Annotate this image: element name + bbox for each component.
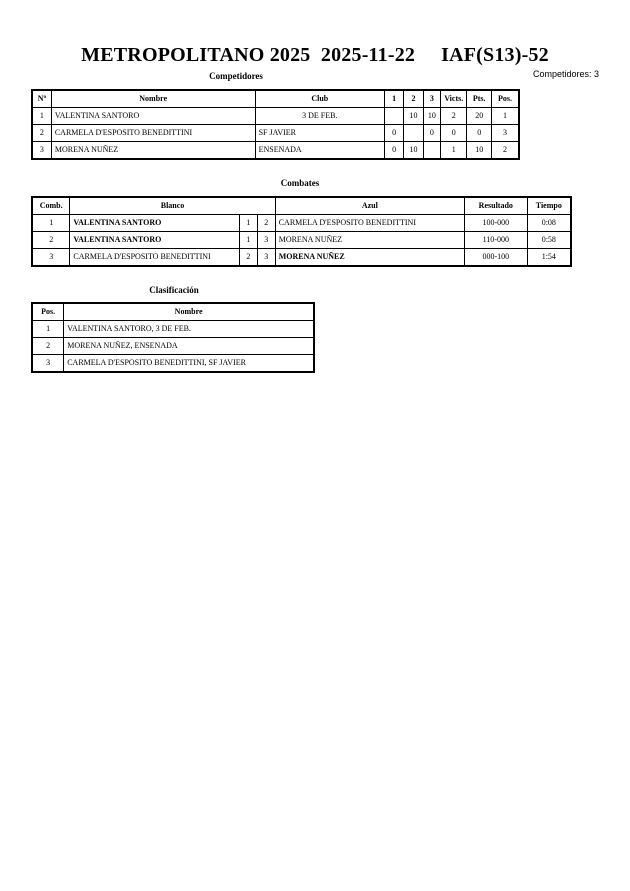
cell-r1 (384, 108, 403, 125)
page-title: METROPOLITANO 2025 2025-11-22 IAF(S13)-52 (81, 44, 549, 66)
table-row (32, 232, 571, 249)
cell-white-num: 1 (239, 232, 257, 249)
cell-comb: 1 (32, 215, 70, 232)
cell-time: 1:54 (527, 249, 571, 267)
cell-r1: 0 (384, 125, 403, 142)
cell-r3: 10 (423, 108, 440, 125)
competitor-count: Competidores: 3 (532, 69, 599, 79)
col-name: Nombre (64, 303, 314, 321)
cell-num: 2 (32, 125, 51, 142)
table-row (32, 125, 519, 142)
cell-pos: 2 (32, 338, 64, 355)
cell-name: MORENA NUÑEZ (51, 142, 255, 160)
competitors-heading: Competidores (209, 71, 263, 81)
cell-name: VALENTINA SANTORO, 3 DE FEB. (64, 321, 314, 338)
cell-pos: 3 (32, 355, 64, 373)
col-pos: Pos. (32, 303, 64, 321)
cell-blue-num: 2 (257, 215, 275, 232)
cell-result: 000-100 (464, 249, 527, 267)
classification-heading: Clasificación (149, 285, 199, 295)
col-name: Nombre (51, 90, 255, 108)
col-r3: 3 (423, 90, 440, 108)
col-num: Nº (32, 90, 51, 108)
competitors-table (31, 89, 520, 160)
cell-victs: 0 (440, 125, 467, 142)
col-pts: Pts. (467, 90, 491, 108)
cell-pos: 1 (32, 321, 64, 338)
cell-pts: 0 (467, 125, 491, 142)
col-time: Tiempo (527, 197, 571, 215)
cell-club: ENSENADA (255, 142, 384, 160)
col-blue: Azul (275, 197, 464, 215)
cell-pos: 2 (491, 142, 519, 160)
cell-pos: 1 (491, 108, 519, 125)
cell-blue: CARMELA D'ESPOSITO BENEDITTINI (275, 215, 464, 232)
cell-num: 3 (32, 142, 51, 160)
table-row (32, 355, 314, 373)
cell-victs: 1 (440, 142, 467, 160)
cell-r3: 0 (423, 125, 440, 142)
cell-white-num: 1 (239, 215, 257, 232)
cell-time: 0:08 (527, 215, 571, 232)
table-row (32, 142, 519, 160)
cell-blue: MORENA NUÑEZ (275, 249, 464, 267)
cell-result: 110-000 (464, 232, 527, 249)
col-r1: 1 (384, 90, 403, 108)
cell-time: 0:58 (527, 232, 571, 249)
cell-white: VALENTINA SANTORO (70, 215, 240, 232)
cell-white-num: 2 (239, 249, 257, 267)
table-row (32, 338, 314, 355)
table-row (32, 108, 519, 125)
fights-table (31, 196, 572, 267)
cell-name: VALENTINA SANTORO (51, 108, 255, 125)
cell-r2: 10 (404, 142, 423, 160)
cell-club: 3 DE FEB. (255, 108, 384, 125)
table-row (32, 215, 571, 232)
cell-name: CARMELA D'ESPOSITO BENEDITTINI, SF JAVIER (64, 355, 314, 373)
cell-comb: 3 (32, 249, 70, 267)
col-comb: Comb. (32, 197, 70, 215)
cell-club: SF JAVIER (255, 125, 384, 142)
table-row (32, 249, 571, 267)
cell-blue: MORENA NUÑEZ (275, 232, 464, 249)
col-result: Resultado (464, 197, 527, 215)
cell-blue-num: 3 (257, 249, 275, 267)
cell-comb: 2 (32, 232, 70, 249)
col-r2: 2 (404, 90, 423, 108)
cell-result: 100-000 (464, 215, 527, 232)
col-pos: Pos. (491, 90, 519, 108)
cell-r2 (404, 125, 423, 142)
cell-num: 1 (32, 108, 51, 125)
fights-heading: Combates (280, 178, 320, 188)
classification-table (31, 302, 315, 373)
cell-pts: 10 (467, 142, 491, 160)
cell-white: VALENTINA SANTORO (70, 232, 240, 249)
col-white: Blanco (70, 197, 275, 215)
table-row (32, 321, 314, 338)
col-victs: Victs. (440, 90, 467, 108)
cell-pts: 20 (467, 108, 491, 125)
cell-r3 (423, 142, 440, 160)
col-club: Club (255, 90, 384, 108)
cell-name: MORENA NUÑEZ, ENSENADA (64, 338, 314, 355)
cell-pos: 3 (491, 125, 519, 142)
cell-r1: 0 (384, 142, 403, 160)
cell-name: CARMELA D'ESPOSITO BENEDITTINI (51, 125, 255, 142)
cell-victs: 2 (440, 108, 467, 125)
cell-white: CARMELA D'ESPOSITO BENEDITTINI (70, 249, 240, 267)
cell-r2: 10 (404, 108, 423, 125)
cell-blue-num: 3 (257, 232, 275, 249)
